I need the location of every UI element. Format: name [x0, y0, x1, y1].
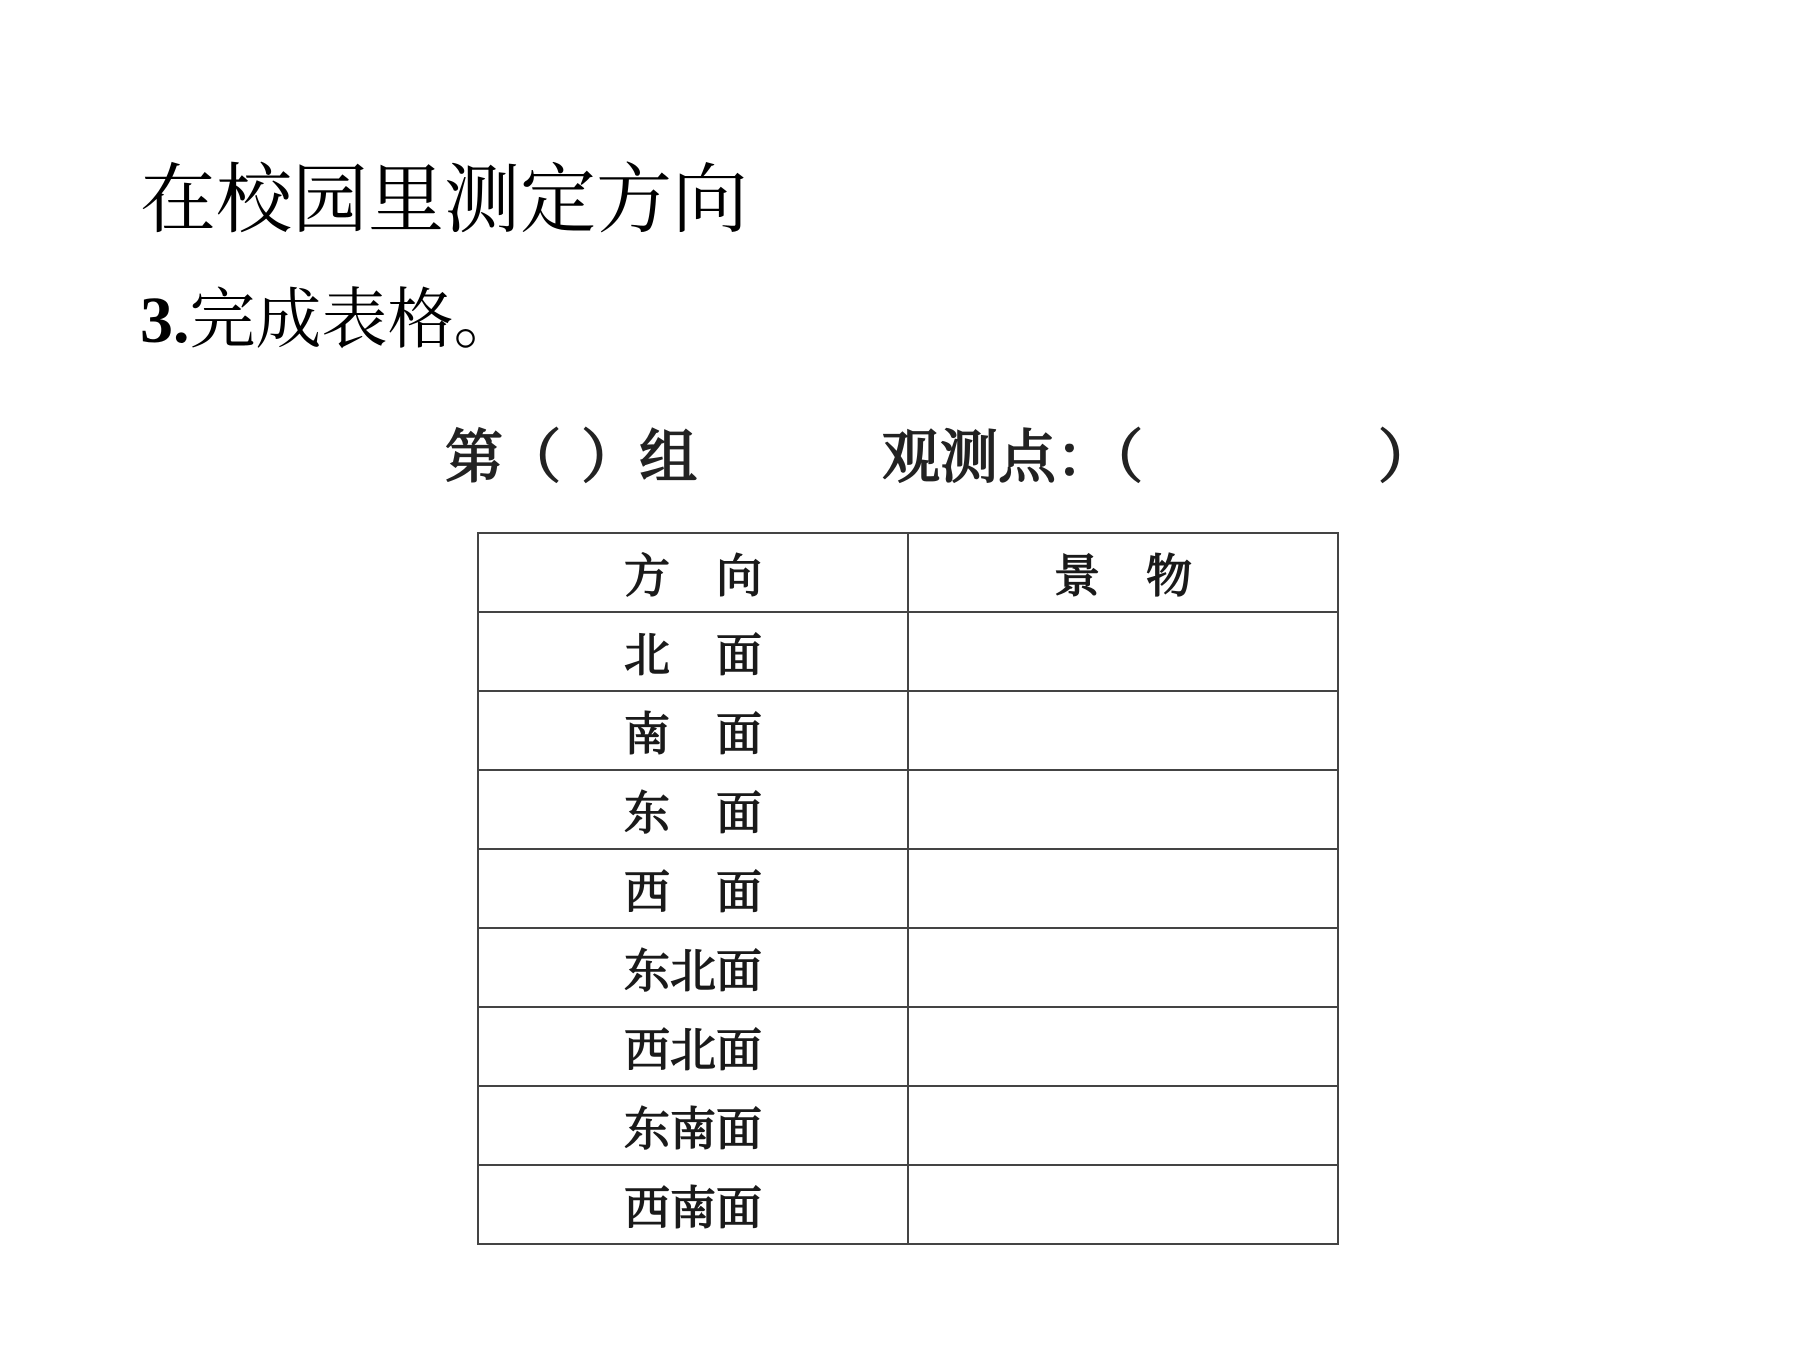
observation-table	[477, 532, 1339, 1245]
scenery-cell[interactable]	[908, 770, 1338, 849]
question-prompt	[140, 280, 520, 361]
table-row	[478, 612, 1338, 691]
direction-cell: 东 面	[478, 770, 908, 849]
observation-point-label: 观测点：（	[882, 423, 1144, 491]
scenery-cell[interactable]	[908, 849, 1338, 928]
scenery-cell[interactable]	[908, 1165, 1338, 1244]
direction-cell: 西北面	[478, 1007, 908, 1086]
direction-cell: 北 面	[478, 612, 908, 691]
page-title: 在校园里测定方向	[140, 155, 748, 244]
header-direction: 方 向	[478, 533, 908, 612]
group-number-label: 第（ ）组	[445, 423, 698, 491]
direction-cell: 南 面	[478, 691, 908, 770]
table-row	[478, 770, 1338, 849]
question-number: 3.	[140, 284, 190, 357]
scenery-cell[interactable]	[908, 1007, 1338, 1086]
direction-cell: 东北面	[478, 928, 908, 1007]
header-scenery: 景 物	[908, 533, 1338, 612]
table-row	[478, 1086, 1338, 1165]
table-row	[478, 1165, 1338, 1244]
scenery-cell[interactable]	[908, 691, 1338, 770]
question-text: 完成表格。	[189, 281, 520, 358]
table-row	[478, 1007, 1338, 1086]
scenery-cell[interactable]	[908, 928, 1338, 1007]
table-header-row	[478, 533, 1338, 612]
direction-cell: 西南面	[478, 1165, 908, 1244]
direction-cell: 西 面	[478, 849, 908, 928]
scenery-cell[interactable]	[908, 612, 1338, 691]
table-row	[478, 849, 1338, 928]
observation-point-close-paren: ）	[1378, 423, 1437, 491]
scenery-cell[interactable]	[908, 1086, 1338, 1165]
table-row	[478, 691, 1338, 770]
direction-cell: 东南面	[478, 1086, 908, 1165]
table-row	[478, 928, 1338, 1007]
